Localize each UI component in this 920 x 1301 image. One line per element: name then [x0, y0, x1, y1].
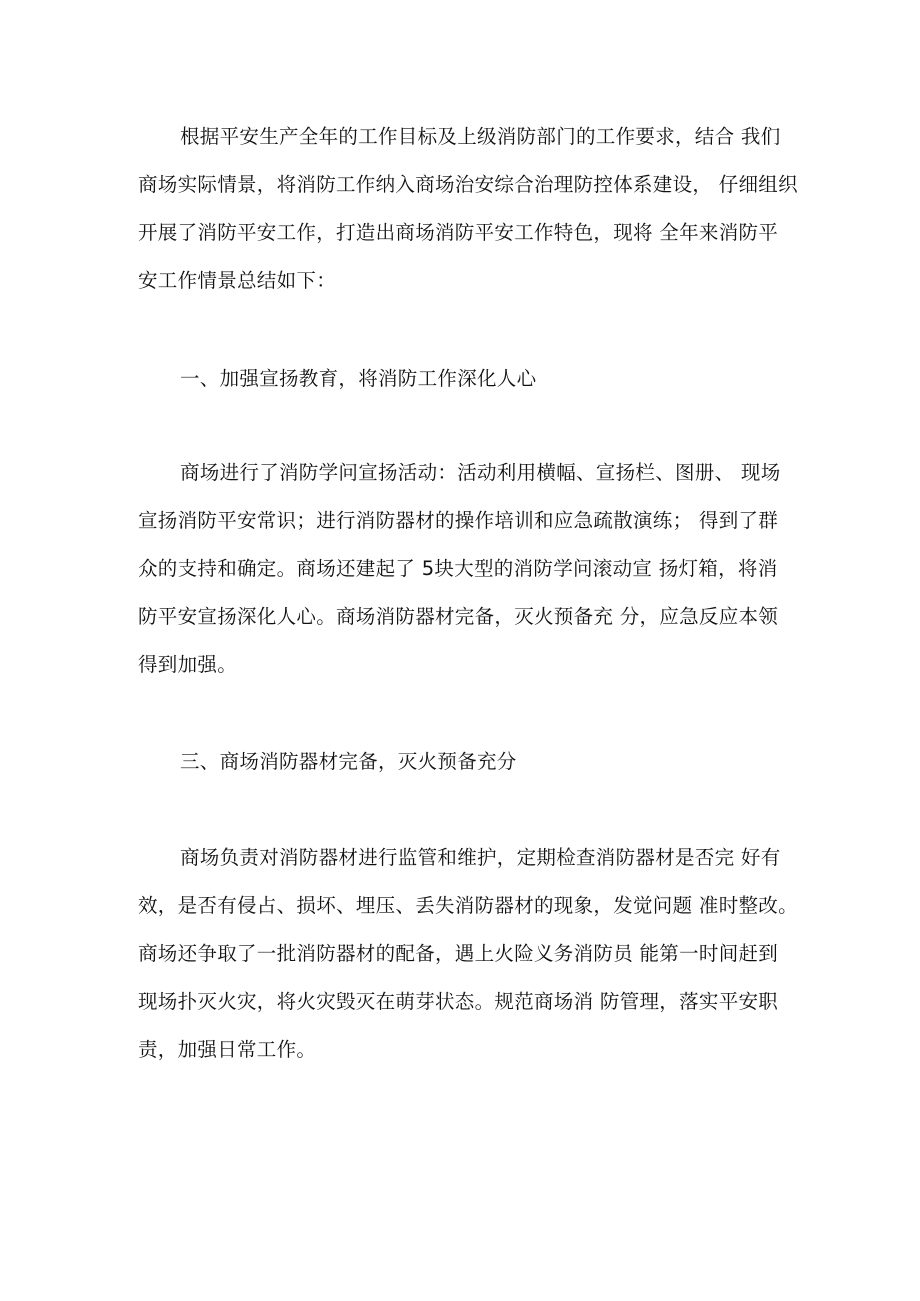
section-heading: 三、商场消防器材完备，灭火预备充分	[180, 750, 517, 773]
section1-heading-block	[138, 355, 800, 403]
section1-paragraph	[138, 449, 800, 689]
text-line: 开展了消防平安工作，打造出商场消防平安工作特色，现将 全年来消防平	[138, 221, 779, 244]
text-line: 商场负责对消防器材进行监管和维护，定期检查消防器材是否完 好有	[180, 846, 781, 869]
text-line: 防平安宣扬深化人心。商场消防器材完备，灭火预备充 分，应急反应本领	[138, 605, 779, 628]
text-line: 商场实际情景，将消防工作纳入商场治安综合治理防控体系建设， 仔细组织	[138, 173, 798, 196]
text-line: 根据平安生产全年的工作目标及上级消防部门的工作要求，结合 我们	[180, 125, 781, 148]
intro-paragraph	[138, 113, 800, 305]
section3-paragraph	[138, 834, 800, 1074]
text-line: 商场进行了消防学问宣扬活动：活动利用横幅、宣扬栏、图册、 现场	[180, 461, 781, 484]
section3-heading-block	[138, 738, 800, 786]
text-line: 商场还争取了一批消防器材的配备，遇上火险义务消防员 能第一时间赶到	[138, 942, 779, 965]
section-heading: 一、加强宣扬教育，将消防工作深化人心	[180, 367, 537, 390]
text-line: 得到加强。	[138, 653, 238, 676]
text-line: 效，是否有侵占、损坏、埋压、丢失消防器材的现象，发觉问题 准时整改。	[138, 894, 798, 917]
text-line: 责，加强日常工作。	[138, 1038, 317, 1061]
text-line: 宣扬消防平安常识；进行消防器材的操作培训和应急疏散演练； 得到了群	[138, 509, 779, 532]
text-line: 现场扑灭火灾，将火灾毁灭在萌芽状态。规范商场消 防管理，落实平安职	[138, 990, 779, 1013]
text-line: 众的支持和确定。商场还建起了 5块大型的消防学问滚动宣 扬灯箱，将消	[138, 557, 778, 580]
text-line: 安工作情景总结如下：	[138, 269, 337, 292]
